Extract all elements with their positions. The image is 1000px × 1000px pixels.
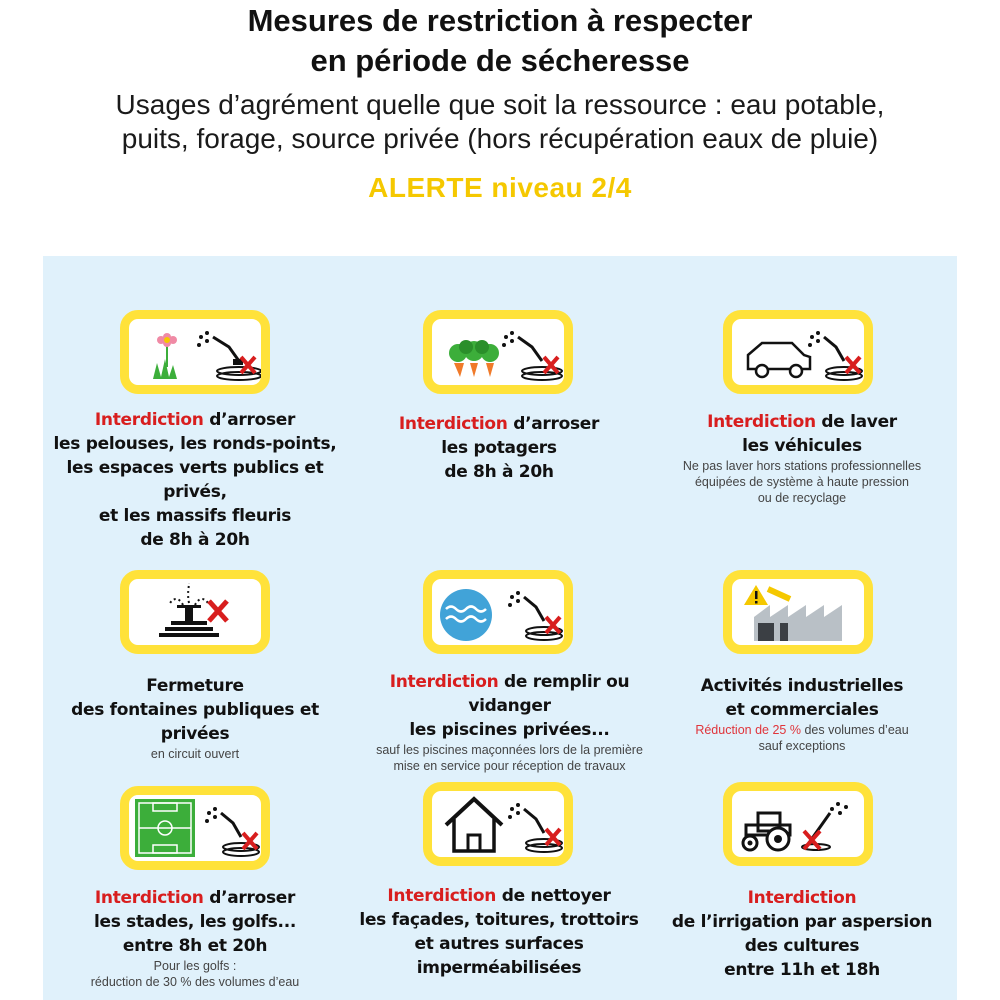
alert-level: ALERTE niveau 2/4 [368, 172, 632, 203]
item-1-line-4: de 8h à 20h [140, 530, 250, 550]
house-watering-can-icon [423, 782, 573, 866]
item-4-line-1: Fermeture [146, 676, 244, 696]
item-2-line-2: de 8h à 20h [444, 462, 554, 482]
item-4-note-1: en circuit ouvert [150, 747, 240, 761]
item-1-line-3: et les massifs fleuris [98, 506, 292, 526]
item-8-line-1: les façades, toitures, trottoirs [359, 910, 639, 930]
item-6-line-1: Activités industrielles [700, 676, 904, 696]
flower-watering-can-icon [120, 310, 270, 394]
item-9-red: Interdiction [747, 888, 857, 908]
item-6-text [652, 674, 952, 754]
item-7-text [45, 886, 345, 990]
page-title-line-1: Mesures de restriction à respecter [247, 3, 753, 38]
item-7-line-1: les stades, les golfs... [93, 912, 297, 932]
item-9-line-3: entre 11h et 18h [724, 960, 880, 980]
pool-water-icon [423, 570, 573, 654]
tractor-sprinkler-icon [723, 782, 873, 866]
item-3-red: Interdiction [707, 412, 816, 432]
item-1-line-2: les espaces verts publics et privés, [66, 458, 324, 502]
item-3-note-3: ou de recyclage [757, 491, 847, 505]
item-6-note-rest: des volumes d’eau [800, 723, 909, 737]
item-1-text [45, 408, 345, 552]
item-2-red: Interdiction [398, 414, 508, 434]
item-1-red: Interdiction [94, 410, 204, 430]
item-4-text [45, 674, 345, 762]
item-6-note-red: Réduction de 25 % [695, 723, 801, 737]
item-2-text [349, 412, 649, 484]
subtitle-line-2: puits, forage, source privée (hors récupération eaux de pluie) [121, 123, 879, 154]
item-4-line-2: des fontaines publiques et privées [71, 700, 319, 744]
item-9-line-2: des cultures [744, 936, 860, 956]
item-8-red: Interdiction [387, 886, 497, 906]
item-5-line-1: les piscines privées... [409, 720, 610, 740]
item-2-line-1: les potagers [441, 438, 557, 458]
item-1-title-rest: d’arroser [203, 410, 296, 430]
fountain-icon [120, 570, 270, 654]
item-5-note-1: sauf les piscines maçonnées lors de la première [376, 743, 643, 757]
item-8-line-2: et autres surfaces imperméabilisées [414, 934, 584, 978]
item-6-line-2: et commerciales [725, 700, 879, 720]
subtitle-line-1: Usages d’agrément quelle que soit la ressource : eau potable, [115, 89, 885, 120]
item-7-note-1: Pour les golfs : [153, 959, 237, 973]
item-3-line-1: les véhicules [742, 436, 862, 456]
item-3-note-2: équipées de système à haute pression [694, 475, 910, 489]
item-6-note-1: sauf exceptions [758, 739, 846, 753]
item-8-title-rest: de nettoyer [496, 886, 611, 906]
item-9-line-1: de l’irrigation par aspersion [671, 912, 933, 932]
item-3-title-rest: de laver [815, 412, 897, 432]
item-3-text [652, 410, 952, 506]
vegetables-watering-can-icon [423, 310, 573, 394]
item-7-red: Interdiction [94, 888, 204, 908]
item-2-title-rest: d’arroser [507, 414, 600, 434]
item-5-red: Interdiction [389, 672, 499, 692]
page-title-line-2: en période de sécheresse [310, 43, 690, 78]
item-7-line-2: entre 8h et 20h [122, 936, 268, 956]
factory-warning-icon [723, 570, 873, 654]
item-1-line-1: les pelouses, les ronds-points, [53, 434, 337, 454]
car-watering-can-icon [723, 310, 873, 394]
item-7-title-rest: d’arroser [203, 888, 296, 908]
item-5-title-rest: de remplir ou vidanger [468, 672, 630, 716]
item-3-note-1: Ne pas laver hors stations professionnelles [682, 459, 922, 473]
item-5-note-2: mise en service pour réception de travaux [393, 759, 626, 773]
item-7-note-2: réduction de 30 % des volumes d’eau [90, 975, 300, 989]
item-5-text [357, 670, 662, 774]
stadium-watering-can-icon [120, 786, 270, 870]
item-8-text [349, 884, 649, 980]
item-9-text [652, 886, 952, 982]
